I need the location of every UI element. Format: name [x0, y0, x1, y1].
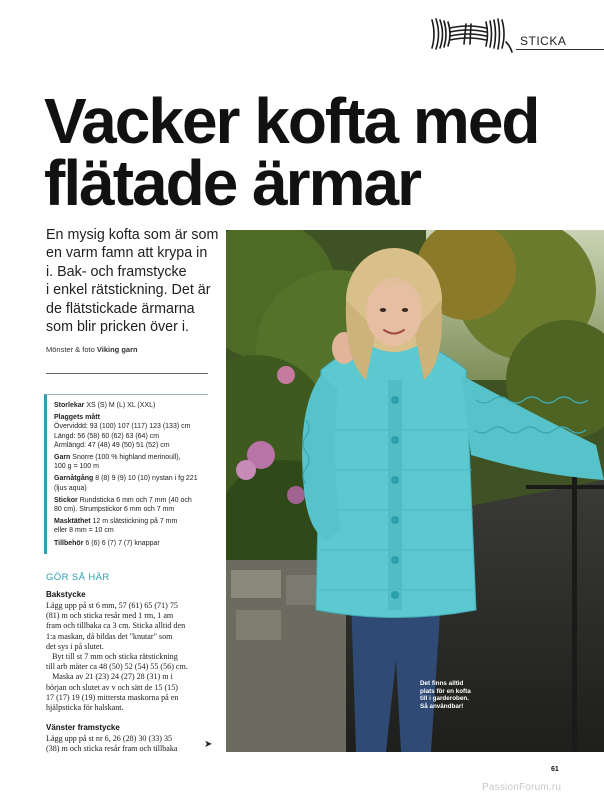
spec-label: Tillbehör: [54, 539, 84, 547]
text-line: Lägg upp på st 6 mm, 57 (61) 65 (71) 75: [46, 601, 178, 610]
text-line: hjälpsticka för halskant.: [46, 703, 124, 713]
lead-line: en varm famn att krypa in: [46, 245, 208, 262]
lead-line: som blir pricken över i.: [46, 319, 190, 336]
spec-notions: [54, 539, 208, 548]
lead-line: En mysig kofta som är som: [46, 227, 219, 243]
spec-label: Garnåtgång: [54, 475, 94, 483]
text-line: 17 (17) 19 (19) mittersta maskorna på en: [46, 692, 179, 702]
text-line: Lägg upp på st nr 6, 26 (28) 30 (33) 35: [46, 734, 173, 743]
spec-value: eller 8 mm = 10 cm: [54, 527, 114, 535]
spec-needles: [54, 496, 208, 514]
article-title: [44, 85, 584, 219]
text-line: Maska av 21 (23) 24 (27) 28 (31) m i: [46, 672, 173, 682]
text-line: Byt till st 7 mm och sticka rätstickning: [46, 652, 178, 662]
spec-value: 6 (6) 6 (7) 7 (7) knappar: [85, 539, 160, 547]
spec-label: Plaggets mått: [54, 414, 100, 422]
credit-name: Viking garn: [96, 345, 138, 354]
credit-prefix: Mönster & foto: [46, 345, 95, 354]
title-line: Vacker kofta med: [44, 85, 539, 157]
spec-label: Stickor: [54, 496, 78, 504]
spec-label: Storlekar: [54, 402, 85, 409]
left-front-heading: Vänster framstycke: [46, 723, 120, 732]
text-line: 1:a maskan, då bildas det "knutar" som: [46, 631, 173, 641]
photo-credit: [46, 345, 138, 354]
spec-gauge: [54, 517, 208, 535]
spec-value: 12 m slätstickning på 7 mm: [92, 518, 178, 526]
pattern-specs: [44, 394, 208, 554]
spec-label: Garn: [54, 454, 71, 462]
article-lead: [46, 226, 226, 336]
text-line: (38) m och sticka resår fram och tillbaka: [46, 744, 178, 754]
caption-line: Så användbar!: [420, 702, 464, 710]
photo-illustration: [226, 230, 604, 752]
text-line: början och slutet av v och sätt de 15 (15): [46, 682, 178, 692]
spec-value: Snorre (100 % highland merinoull),: [72, 454, 181, 462]
caption-line: plats för en kofta: [420, 687, 471, 695]
left-front-text: [46, 734, 218, 754]
text-line: (81) m och sticka resår med 1 rm, 1 am: [46, 611, 174, 621]
lead-line: de flätstickade ärmarna: [46, 300, 195, 317]
model-photo: [226, 230, 604, 752]
spec-value: 80 cm). Strumpstickor 6 mm och 7 mm: [54, 506, 175, 514]
back-piece-text: [46, 601, 218, 713]
photo-caption: [420, 680, 510, 710]
text-line: till arb mäter ca 48 (50) 52 (54) 55 (56) cm.: [46, 662, 188, 672]
back-piece-heading: Bakstycke: [46, 590, 86, 599]
site-watermark: PassionForum.ru: [482, 782, 562, 793]
yarn-skein-icon: [428, 14, 514, 54]
instructions-heading: GÖR SÅ HÄR: [46, 572, 110, 583]
spec-value: (ljus aqua): [54, 484, 87, 492]
spec-measurements: [54, 413, 208, 450]
caption-line: Det finns alltid: [420, 680, 464, 687]
spec-sizes: [54, 401, 208, 410]
spec-yarn: [54, 453, 208, 471]
page-number: 61: [551, 766, 559, 773]
arrow-right-icon: ➤: [204, 739, 213, 750]
title-line: flätade ärmar: [44, 147, 420, 219]
caption-line: till i garderoben.: [420, 695, 469, 703]
spec-value: XS (S) M (L) XL (XXL): [86, 402, 156, 409]
spec-value: 8 (8) 9 (9) 10 (10) nystan i fg 221: [95, 475, 198, 483]
text-line: det sys i på slutet.: [46, 641, 104, 651]
spec-value: Överviddd: 93 (100) 107 (117) 123 (133) cm: [54, 423, 191, 431]
spec-value: Längd: 56 (58) 60 (62) 63 (64) cm: [54, 432, 160, 440]
section-divider: [516, 49, 604, 50]
spec-label: Masktäthet: [54, 518, 91, 526]
spec-value: Rundsticka 6 mm och 7 mm (40 och: [79, 496, 192, 504]
text-line: fram och tillbaka ca 3 cm. Sticka alltid den: [46, 621, 186, 631]
spec-value: Ärmlängd: 47 (48) 49 (50) 51 (52) cm: [54, 441, 170, 449]
lead-line: i. Bak- och framstycke: [46, 263, 187, 280]
spec-yarn-amount: [54, 474, 208, 492]
credit-divider: [46, 373, 208, 374]
lead-line: i enkel rätstickning. Det är: [46, 282, 211, 299]
section-tag: STICKA: [520, 34, 567, 48]
spec-value: 100 g = 100 m: [54, 463, 99, 471]
